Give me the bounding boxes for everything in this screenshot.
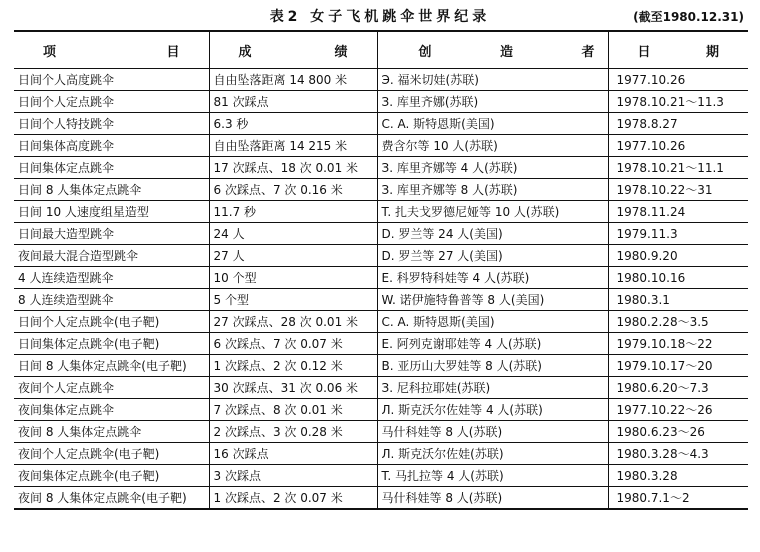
cell-item: 日间 8 人集体定点跳伞 — [14, 179, 209, 201]
table-row — [14, 289, 748, 311]
header-item: 项 目 — [14, 31, 209, 69]
cell-date: 1978.10.21～11.1 — [608, 157, 748, 179]
cell-result: 11.7 秒 — [209, 201, 377, 223]
cell-item: 夜间集体定点跳伞 — [14, 399, 209, 421]
cell-result: 6 次踩点、7 次 0.07 米 — [209, 333, 377, 355]
records-table — [14, 30, 748, 510]
header-row — [14, 31, 748, 69]
cell-result: 自由坠落距离 14 800 米 — [209, 69, 377, 91]
cell-date: 1980.10.16 — [608, 267, 748, 289]
cell-result: 10 个型 — [209, 267, 377, 289]
cell-result: 27 次踩点、28 次 0.01 米 — [209, 311, 377, 333]
table-row — [14, 333, 748, 355]
cell-result: 5 个型 — [209, 289, 377, 311]
cell-date: 1979.10.17～20 — [608, 355, 748, 377]
table-row — [14, 245, 748, 267]
cell-creator: Л. 斯克沃尔佐娃等 4 人(苏联) — [377, 399, 608, 421]
cell-result: 81 次踩点 — [209, 91, 377, 113]
cell-date: 1980.7.1～2 — [608, 487, 748, 510]
cell-creator: З. 库里齐娜等 4 人(苏联) — [377, 157, 608, 179]
table-title: 表2 女子飞机跳伞世界纪录 — [269, 9, 491, 25]
table-row — [14, 355, 748, 377]
cell-item: 夜间个人定点跳伞 — [14, 377, 209, 399]
cell-item: 日间集体高度跳伞 — [14, 135, 209, 157]
cell-creator: B. 亚历山大罗娃等 8 人(苏联) — [377, 355, 608, 377]
cell-creator: 马什科娃等 8 人(苏联) — [377, 421, 608, 443]
cell-item: 日间集体定点跳伞 — [14, 157, 209, 179]
cell-creator: Э. 福米切娃(苏联) — [377, 69, 608, 91]
table-row — [14, 267, 748, 289]
cell-result: 6 次踩点、7 次 0.16 米 — [209, 179, 377, 201]
cell-date: 1978.11.24 — [608, 201, 748, 223]
cell-date: 1978.10.22～31 — [608, 179, 748, 201]
table-row — [14, 487, 748, 510]
table-body — [14, 69, 748, 510]
table-row — [14, 157, 748, 179]
cell-creator: D. 罗兰等 24 人(美国) — [377, 223, 608, 245]
cell-creator: D. 罗兰等 27 人(美国) — [377, 245, 608, 267]
cell-creator: З. 库里齐娜等 8 人(苏联) — [377, 179, 608, 201]
table-row — [14, 443, 748, 465]
cell-creator: C. A. 斯特恩斯(美国) — [377, 113, 608, 135]
cell-date: 1980.6.23～26 — [608, 421, 748, 443]
cell-item: 日间个人高度跳伞 — [14, 69, 209, 91]
cell-result: 1 次踩点、2 次 0.07 米 — [209, 487, 377, 510]
cell-item: 夜间 8 人集体定点跳伞 — [14, 421, 209, 443]
cell-item: 日间个人定点跳伞 — [14, 91, 209, 113]
header-result: 成 绩 — [209, 31, 377, 69]
table-row — [14, 311, 748, 333]
cell-result: 3 次踩点 — [209, 465, 377, 487]
table-row — [14, 91, 748, 113]
cell-item: 夜间个人定点跳伞(电子靶) — [14, 443, 209, 465]
table-row — [14, 465, 748, 487]
cell-date: 1978.8.27 — [608, 113, 748, 135]
cell-result: 30 次踩点、31 次 0.06 米 — [209, 377, 377, 399]
cell-item: 日间个人特技跳伞 — [14, 113, 209, 135]
cell-creator: C. A. 斯特恩斯(美国) — [377, 311, 608, 333]
cell-creator: W. 诺伊施特鲁普等 8 人(美国) — [377, 289, 608, 311]
table-row — [14, 399, 748, 421]
cell-date: 1980.3.1 — [608, 289, 748, 311]
cell-creator: T. 马扎拉等 4 人(苏联) — [377, 465, 608, 487]
cell-date: 1978.10.21～11.3 — [608, 91, 748, 113]
table-row — [14, 421, 748, 443]
table-row — [14, 377, 748, 399]
table-row — [14, 113, 748, 135]
cell-result: 1 次踩点、2 次 0.12 米 — [209, 355, 377, 377]
cell-creator: 费含尔等 10 人(苏联) — [377, 135, 608, 157]
cell-creator: Л. 斯克沃尔佐娃(苏联) — [377, 443, 608, 465]
cell-result: 6.3 秒 — [209, 113, 377, 135]
cell-date: 1979.11.3 — [608, 223, 748, 245]
cell-result: 自由坠落距离 14 215 米 — [209, 135, 377, 157]
cell-result: 24 人 — [209, 223, 377, 245]
header-date: 日 期 — [608, 31, 748, 69]
table-row — [14, 135, 748, 157]
cell-item: 日间 8 人集体定点跳伞(电子靶) — [14, 355, 209, 377]
title-bar — [0, 0, 760, 30]
cell-creator: З. 库里齐娜(苏联) — [377, 91, 608, 113]
cell-creator: 马什科娃等 8 人(苏联) — [377, 487, 608, 510]
cell-creator: З. 尼科拉耶娃(苏联) — [377, 377, 608, 399]
cell-item: 夜间 8 人集体定点跳伞(电子靶) — [14, 487, 209, 510]
table-row — [14, 201, 748, 223]
header-creator: 创 造 者 — [377, 31, 608, 69]
cell-creator: E. 科罗特科娃等 4 人(苏联) — [377, 267, 608, 289]
cell-item: 夜间最大混合造型跳伞 — [14, 245, 209, 267]
cell-date: 1977.10.26 — [608, 135, 748, 157]
cell-item: 日间 10 人速度组星造型 — [14, 201, 209, 223]
cell-date: 1980.3.28 — [608, 465, 748, 487]
cell-result: 16 次踩点 — [209, 443, 377, 465]
table-row — [14, 69, 748, 91]
cell-date: 1977.10.26 — [608, 69, 748, 91]
cell-date: 1977.10.22～26 — [608, 399, 748, 421]
cell-result: 17 次踩点、18 次 0.01 米 — [209, 157, 377, 179]
cell-result: 2 次踩点、3 次 0.28 米 — [209, 421, 377, 443]
cell-item: 4 人连续造型跳伞 — [14, 267, 209, 289]
cell-result: 27 人 — [209, 245, 377, 267]
table-row — [14, 179, 748, 201]
cell-item: 8 人连续造型跳伞 — [14, 289, 209, 311]
cell-date: 1980.6.20～7.3 — [608, 377, 748, 399]
date-note: (截至1980.12.31) — [633, 10, 744, 24]
cell-date: 1980.2.28～3.5 — [608, 311, 748, 333]
cell-creator: E. 阿列克谢耶娃等 4 人(苏联) — [377, 333, 608, 355]
cell-item: 日间最大造型跳伞 — [14, 223, 209, 245]
cell-creator: T. 扎夫戈罗德尼娅等 10 人(苏联) — [377, 201, 608, 223]
table-row — [14, 223, 748, 245]
cell-date: 1980.9.20 — [608, 245, 748, 267]
cell-date: 1979.10.18～22 — [608, 333, 748, 355]
cell-item: 日间集体定点跳伞(电子靶) — [14, 333, 209, 355]
cell-item: 夜间集体定点跳伞(电子靶) — [14, 465, 209, 487]
cell-result: 7 次踩点、8 次 0.01 米 — [209, 399, 377, 421]
cell-item: 日间个人定点跳伞(电子靶) — [14, 311, 209, 333]
cell-date: 1980.3.28～4.3 — [608, 443, 748, 465]
